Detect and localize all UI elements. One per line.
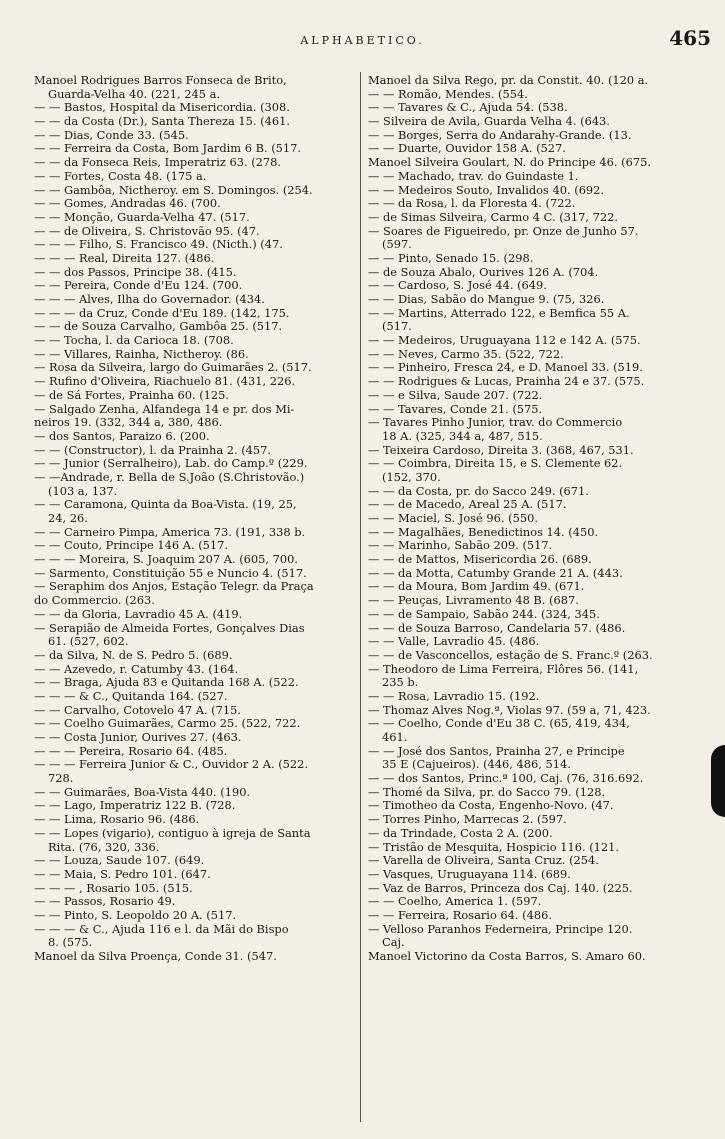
entry-line: — — Caramona, Quinta da Boa-Vista. (19, 25, <box>34 497 297 512</box>
entry-line: — —Andrade, r. Bella de S.João (S.Christovão.) <box>34 469 305 484</box>
entry-line: 461. <box>382 730 408 744</box>
entry-line: — — Villares, Rainha, Nictheroy. (86. <box>34 346 249 361</box>
entry-line: — Soares de Figueiredo, pr. Onze de Junho 57. <box>368 223 639 238</box>
entry-line: — — Ferreira da Costa, Bom Jardim 6 B. (517. <box>34 141 302 156</box>
entry-line: — — da Motta, Catumby Grande 21 A. (443. <box>368 565 623 580</box>
entry-line: — da Silva, N. de S. Pedro 5. (689. <box>34 647 233 662</box>
entry-line: — — Tavares, Conde 21. (575. <box>368 401 543 416</box>
entry-line: — — Couto, Principe 146 A. (517. <box>34 538 229 553</box>
entry-line: Manoel Rodrigues Barros Fonseca de Brito, <box>34 74 287 87</box>
entry-line: — — da Fonseca Reis, Imperatriz 63. (278. <box>34 155 282 170</box>
entry-line: — — Gomes, Andradas 46. (700. <box>34 196 221 211</box>
entry-line: — — Carneiro Pimpa, America 73. (191, 338 b. <box>34 524 306 539</box>
running-title: ALPHABETICO. <box>300 34 425 47</box>
entry-line: — — Tocha, l. da Carioca 18. (708. <box>34 333 234 348</box>
entry-line: — — Maia, S. Pedro 101. (647. <box>34 866 211 881</box>
entry-line: — — — Ferreira Junior & C., Ouvidor 2 A. (522. <box>34 757 309 772</box>
entry-line: Manoel Silveira Goulart, N. do Principe 46. (675. <box>368 155 651 170</box>
entry-line: — — Pinto, Senado 15. (298. <box>368 250 534 265</box>
entry-line: — — Braga, Ajuda 83 e Quitanda 168 A. (522. <box>34 675 299 690</box>
entry-line: — — — & C., Ajuda 116 e l. da Mãi do Bispo <box>34 921 289 936</box>
entry-line: — — — Filho, S. Francisco 49. (Nicth.) (47. <box>34 237 283 252</box>
entry-line: (597. <box>382 237 412 252</box>
entry-line: — Salgado Zenha, Alfandega 14 e pr. dos Mi- <box>34 401 295 416</box>
entry-line: — — Coimbra, Direita 15, e S. Clemente 62. <box>368 456 623 471</box>
entry-line: — — Marinho, Sabão 209. (517. <box>368 538 553 553</box>
entry-line: — — Valle, Lavradio 45. (486. <box>368 634 540 649</box>
entry-line: — — Coelho, Conde d'Eu 38 C. (65, 419, 434, <box>368 716 630 731</box>
entry-line: (152, 370. <box>382 469 441 484</box>
entry-line: Manoel Victorino da Costa Barros, S. Amaro 60. <box>368 949 646 963</box>
entry-line: — Teixeira Cardoso, Direita 3. (368, 467, 531. <box>368 442 634 457</box>
entry-line: — — da Costa, pr. do Sacco 249. (671. <box>368 483 589 498</box>
entry-line: — Serapião de Almeida Fortes, Gonçalves Dias <box>34 620 305 635</box>
entry-line: — Tavares Pinho Junior, trav. do Commercio <box>368 415 623 430</box>
entry-line: 18 A. (325, 344 a, 487, 515. <box>382 428 543 443</box>
entry-line: — — dos Passos, Principe 38. (415. <box>34 264 237 279</box>
entry-line: — — de Vasconcellos, estação de S. Franc.º (263. <box>368 647 653 662</box>
entry-line: — — de Macedo, Areal 25 A. (517. <box>368 497 567 512</box>
entry-line: 728. <box>48 771 74 786</box>
entry-line: — Rosa da Silveira, largo do Guimarães 2. (517. <box>34 360 312 375</box>
entry-line: — — de Mattos, Misericordia 26. (689. <box>368 552 592 567</box>
page-header <box>0 26 725 56</box>
entry-line: — Thomaz Alves Nog.ª, Violas 97. (59 a, 71, 423. <box>368 702 651 717</box>
entry-line: (103 a, 137. <box>48 483 118 498</box>
entry-line: — — de Souza Barroso, Candelaria 57. (486. <box>368 620 626 635</box>
entry-line: — — — Alves, Ilha do Governador. (434. <box>34 292 265 306</box>
entry-line: 61. (527, 602. <box>48 634 129 649</box>
entry-line: — — Rosa, Lavradio 15. (192. <box>368 688 540 703</box>
entry-line: — — Carvalho, Cotovelo 47 A. (715. <box>34 702 241 717</box>
entry-line: — — Pinheiro, Fresca 24, e D. Manoel 33. (519. <box>368 360 643 375</box>
entry-line: — de Souza Abalo, Ourives 126 A. (704. <box>368 264 599 279</box>
entry-line: — Silveira de Avila, Guarda Velha 4. (643. <box>368 114 610 129</box>
entry-line: — Sarmento, Constituição 55 e Nuncio 4. (517. <box>34 565 307 580</box>
page-number: 465 <box>669 26 711 50</box>
entry-line: — — de Oliveira, S. Christovão 95. (47. <box>34 223 260 238</box>
entry-line: — de Simas Silveira, Carmo 4 C. (317, 722. <box>368 209 618 224</box>
entry-line: — — Machado, trav. do Guindaste 1. <box>368 168 579 183</box>
entry-line: — Vaz de Barros, Princeza dos Caj. 140. (225. <box>368 880 633 895</box>
entry-line: neiros 19. (332, 344 a, 380, 486. <box>34 415 223 430</box>
left-column <box>34 74 352 964</box>
entry-line: — — Duarte, Ouvidor 158 A. (527. <box>368 141 566 156</box>
entry-line: — da Trindade, Costa 2 A. (200. <box>368 825 553 840</box>
entry-line: — — Lima, Rosario 96. (486. <box>34 812 200 827</box>
entry-line: do Commercio. (263. <box>34 593 155 608</box>
entry-line: 35 E (Cajueiros). (446, 486, 514. <box>382 757 571 772</box>
entry-line: — — Fortes, Costa 48. (175 a. <box>34 168 207 183</box>
entry-line: 8. (575. <box>48 935 93 950</box>
entry-line: 235 b. <box>382 675 419 690</box>
entry-line: — — da Rosa, l. da Floresta 4. (722. <box>368 196 576 211</box>
entry-line: Caj. <box>382 935 405 950</box>
entry-line: — — Junior (Serralheiro), Lab. do Camp.º (229. <box>34 456 308 471</box>
entry-line: — — — Pereira, Rosario 64. (485. <box>34 743 228 758</box>
entry-line: Rita. (76, 320, 336. <box>48 839 160 854</box>
entry-line: — Thomé da Silva, pr. do Sacco 79. (128. <box>368 784 606 799</box>
entry-line: — — Peuças, Livramento 48 B. (687. <box>368 593 579 608</box>
entry-line: — — Azevedo, r. Catumby 43. (164. <box>34 661 239 676</box>
entry-line: — — Medeiros Souto, Invalidos 40. (692. <box>368 182 605 197</box>
entry-line: — — Maciel, S. José 96. (550. <box>368 511 538 525</box>
entry-line: — — Rodrigues & Lucas, Prainha 24 e 37. (575. <box>368 374 645 389</box>
entry-line: — — José dos Santos, Prainha 27, e Principe <box>368 743 625 758</box>
entry-line: — — Louza, Saude 107. (649. <box>34 853 205 868</box>
entry-line: — — da Gloria, Lavradio 45 A. (419. <box>34 606 243 621</box>
entry-line: — — Gambôa, Nictheroy. em S. Domingos. (254. <box>34 182 313 197</box>
entry-line: — Velloso Paranhos Federneira, Principe 120. <box>368 921 633 936</box>
entry-line: — — Tavares & C., Ajuda 54. (538. <box>368 100 568 115</box>
entry-line: — — da Costa (Dr.), Santa Thereza 15. (461. <box>34 114 290 129</box>
entry-line: — — Monção, Guarda-Velha 47. (517. <box>34 209 250 224</box>
entry-line: — — Passos, Rosario 49. <box>34 894 176 909</box>
entry-line: — — da Moura, Bom Jardim 49. (671. <box>368 579 585 594</box>
entry-line: — — Borges, Serra do Andarahy-Grande. (13. <box>368 127 632 142</box>
entry-line: — — — Moreira, S. Joaquim 207 A. (605, 700. <box>34 552 299 567</box>
entry-line: (517. <box>382 319 412 334</box>
entry-line: — — Costa Junior, Ourives 27. (463. <box>34 730 242 744</box>
entry-line: — — Martins, Atterrado 122, e Bemfica 55 A. <box>368 305 630 320</box>
entry-line: — Theodoro de Lima Ferreira, Flôres 56. (141, <box>368 661 639 676</box>
entry-line: — Vasques, Uruguayana 114. (689. <box>368 866 571 881</box>
column-divider <box>360 72 361 1122</box>
entry-line: — Tristão de Mesquita, Hospicio 116. (121. <box>368 839 620 854</box>
entry-line: — Seraphim dos Anjos, Estação Telegr. da Praça <box>34 579 314 594</box>
entry-line: — — Coelho, America 1. (597. <box>368 894 542 909</box>
entry-line: — — Bastos, Hospital da Misericordia. (308. <box>34 100 290 115</box>
entry-line: — — Cardoso, S. José 44. (649. <box>368 278 547 293</box>
entry-line: — — e Silva, Saude 207. (722. <box>368 387 543 402</box>
entry-line: — — Guimarães, Boa-Vista 440. (190. <box>34 784 251 799</box>
entry-line: — — de Souza Carvalho, Gambôa 25. (517. <box>34 319 283 334</box>
entry-line: — — — & C., Quitanda 164. (527. <box>34 688 228 703</box>
entry-line: — — Lago, Imperatriz 122 B. (728. <box>34 798 236 813</box>
ink-blot <box>711 745 725 817</box>
entry-line: — — Ferreira, Rosario 64. (486. <box>368 907 552 922</box>
entry-line: — — Romão, Mendes. (554. <box>368 86 528 101</box>
right-column <box>368 74 698 964</box>
entry-line: — — Dias, Sabão do Mangue 9. (75, 326. <box>368 292 605 306</box>
entry-line: — — — da Cruz, Conde d'Eu 189. (142, 175. <box>34 305 290 320</box>
entry-line: — dos Santos, Paraizo 6. (200. <box>34 428 210 443</box>
entry-line: — Torres Pinho, Marrecas 2. (597. <box>368 812 567 827</box>
entry-line: Guarda-Velha 40. (221, 245 a. <box>48 86 221 101</box>
entry-line: 24, 26. <box>48 511 88 525</box>
entry-line: — Timotheo da Costa, Engenho-Novo. (47. <box>368 798 614 813</box>
entry-line: — — Pinto, S. Leopoldo 20 A. (517. <box>34 907 237 922</box>
entry-line: — — Medeiros, Uruguayana 112 e 142 A. (575. <box>368 333 641 348</box>
entry-line: — — dos Santos, Princ.ª 100, Caj. (76, 316.692. <box>368 771 644 786</box>
entry-line: Manoel da Silva Proença, Conde 31. (547. <box>34 949 277 963</box>
entry-line: — — Neves, Carmo 35. (522, 722. <box>368 346 564 361</box>
entry-line: — — (Constructor), l. da Prainha 2. (457. <box>34 442 272 457</box>
entry-line: — de Sá Fortes, Prainha 60. (125. <box>34 387 230 402</box>
entry-line: — — Dias, Conde 33. (545. <box>34 127 189 142</box>
entry-line: — — — Real, Direita 127. (486. <box>34 250 215 265</box>
entry-line: — Varella de Oliveira, Santa Cruz. (254. <box>368 853 599 868</box>
entry-line: — — Coelho Guimarães, Carmo 25. (522, 722. <box>34 716 301 731</box>
entry-line: — Rufino d'Oliveira, Riachuelo 81. (431, 226. <box>34 374 296 389</box>
entry-line: — — Magalhães, Benedictinos 14. (450. <box>368 524 599 539</box>
entry-line: Manoel da Silva Rego, pr. da Constit. 40. (120 a. <box>368 74 649 87</box>
entry-line: — — Lopes (vigario), contiguo à igreja de Santa <box>34 825 311 840</box>
entry-line: — — — , Rosario 105. (515. <box>34 880 193 895</box>
entry-line: — — de Sampaio, Sabão 244. (324, 345. <box>368 606 600 621</box>
entry-line: — — Pereira, Conde d'Eu 124. (700. <box>34 278 243 293</box>
